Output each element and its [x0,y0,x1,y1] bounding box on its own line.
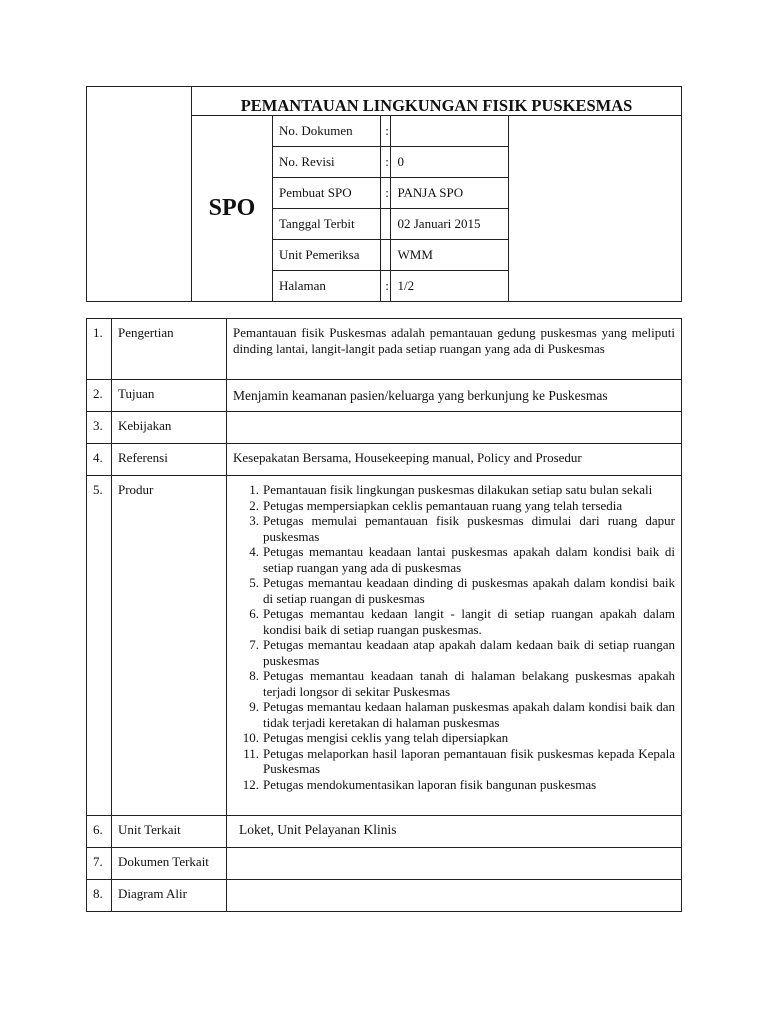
section-label: Unit Terkait [112,816,227,848]
procedure-step [233,606,675,637]
section-row [87,816,682,848]
step-text: Petugas melaporkan hasil laporan pemantauan fisik puskesmas kepada Kepala Puskesmas [263,745,675,776]
section-label: Referensi [112,444,227,476]
step-text: Petugas mendokumentasikan laporan fisik bangunan puskesmas [263,776,597,792]
info-separator [381,240,391,271]
info-separator: : [381,147,391,178]
section-number: 4. [87,444,112,476]
section-row [87,319,682,380]
section-row [87,880,682,912]
info-row [273,116,509,147]
step-number: 5. [249,575,259,590]
procedure-step [233,777,675,793]
section-row [87,476,682,816]
info-separator: : [381,178,391,209]
section-row [87,380,682,412]
info-row [273,271,509,302]
info-row [273,147,509,178]
procedure-step [233,498,675,514]
section-content: Pemantauan fisik Puskesmas adalah pemantauan gedung puskesmas yang meliputi dinding lantai, langit-langit pada setiap ruangan yang ada di Puskesmas [227,319,682,380]
step-text: Petugas memantau keadaan tanah di halaman belakang puskesmas apakah terjadi longsor di sekitar Puskesmas [263,668,675,699]
info-row [273,178,509,209]
section-number: 2. [87,380,112,412]
info-label: Pembuat SPO [273,178,381,209]
step-number: 9. [249,699,259,714]
section-content: Loket, Unit Pelayanan Klinis [227,816,682,848]
spo-label: SPO [192,116,273,301]
info-separator: : [381,116,391,147]
procedure-step [233,513,675,544]
procedure-steps-list [233,482,675,792]
section-label: Diagram Alir [112,880,227,912]
step-number: 1. [249,482,259,497]
procedure-step [233,544,675,575]
section-content [227,848,682,880]
info-value: WMM [391,240,509,271]
info-row [273,240,509,271]
info-value: 1/2 [391,271,509,302]
document-title: PEMANTAUAN LINGKUNGAN FISIK PUSKESMAS [192,87,681,116]
step-text: Petugas memulai pemantauan fisik puskesmas dimulai dari ruang dapur puskesmas [263,513,675,544]
step-number: 10. [242,730,259,745]
info-value [391,116,509,147]
info-label: No. Dokumen [273,116,381,147]
step-text: Petugas memantau kedaan halaman puskesmas apakah dalam kondisi baik dan tidak terjadi keretakan di halaman puskesmas [263,699,675,730]
document-header [86,86,682,302]
section-number: 7. [87,848,112,880]
procedure-cell [227,476,682,816]
info-separator [381,209,391,240]
step-number: 8. [249,668,259,683]
step-text: Petugas mempersiapkan ceklis pemantauan ruang yang telah tersedia [263,497,623,513]
section-number: 6. [87,816,112,848]
step-number: 2. [249,497,259,513]
step-text: Petugas mengisi ceklis yang telah dipersiapkan [263,730,509,745]
section-content [227,880,682,912]
section-label: Dokumen Terkait [112,848,227,880]
procedure-step [233,730,675,746]
section-label: Kebijakan [112,412,227,444]
info-label: Tanggal Terbit [273,209,381,240]
info-label: Unit Pemeriksa [273,240,381,271]
section-label: Pengertian [112,319,227,380]
section-row [87,412,682,444]
procedure-step [233,699,675,730]
info-separator: : [381,271,391,302]
section-label: Tujuan [112,380,227,412]
section-content [227,412,682,444]
procedure-step [233,575,675,606]
section-row [87,848,682,880]
info-label: Halaman [273,271,381,302]
info-value: PANJA SPO [391,178,509,209]
document-info-table [273,116,509,301]
section-number: 5. [87,476,112,816]
step-number: 4. [249,544,259,559]
step-text: Pemantauan fisik lingkungan puskesmas dilakukan setiap satu bulan sekali [263,482,653,497]
procedure-step [233,668,675,699]
procedure-step [233,746,675,777]
info-row [273,209,509,240]
step-text: Petugas memantau keadaan lantai puskesmas apakah dalam kondisi baik di setiap ruangan yang ada di puskesmas [263,544,675,575]
section-row [87,444,682,476]
section-number: 8. [87,880,112,912]
step-text: Petugas memantau kedaan langit - langit di setiap ruangan apakah dalam kondisi baik di setiap ruangan puskesmas. [263,606,675,637]
step-number: 11. [243,745,259,761]
info-value: 0 [391,147,509,178]
step-number: 6. [249,606,259,621]
logo-cell [87,87,192,301]
section-number: 1. [87,319,112,380]
section-label: Produr [112,476,227,816]
spo-sections-table [86,318,682,912]
section-content: Kesepakatan Bersama, Housekeeping manual, Policy and Prosedur [227,444,682,476]
step-text: Petugas memantau keadaan atap apakah dalam kedaan baik di setiap ruangan puskesmas [263,637,675,668]
step-number: 3. [249,513,259,528]
info-value: 02 Januari 2015 [391,209,509,240]
step-number: 7. [249,637,259,652]
step-text: Petugas memantau keadaan dinding di puskesmas apakah dalam kondisi baik di setiap ruangan di puskesmas [263,575,675,606]
procedure-step [233,482,675,498]
info-label: No. Revisi [273,147,381,178]
section-number: 3. [87,412,112,444]
step-number: 12. [242,776,259,792]
procedure-step [233,637,675,668]
section-content: Menjamin keamanan pasien/keluarga yang berkunjung ke Puskesmas [227,380,682,412]
